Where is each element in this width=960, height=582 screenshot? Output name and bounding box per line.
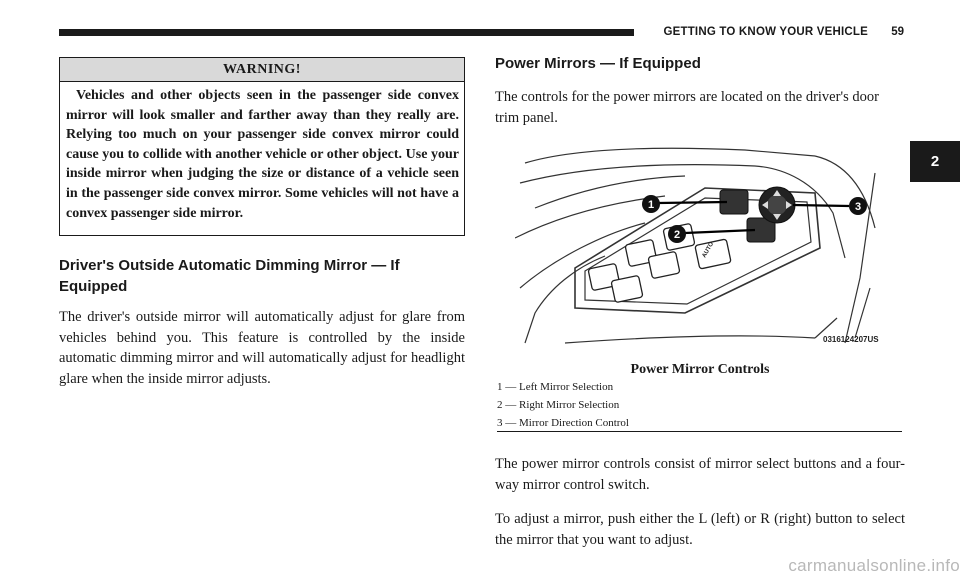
- callout-2-leader: [685, 230, 755, 233]
- panel-contour: [815, 156, 875, 228]
- dimming-mirror-heading: [59, 255, 459, 297]
- header-rule: [59, 29, 634, 36]
- warning-box: [59, 57, 465, 236]
- power-mirrors-intro: The controls for the power mirrors are located on the driver's door trim panel.: [495, 89, 879, 126]
- adjust-mirror-paragraph: To adjust a mirror, push either the L (left) or R (right) button to select the mirror that you want to adjust.: [495, 511, 905, 548]
- page-number: 59: [891, 26, 904, 38]
- callout-3-leader: [793, 205, 849, 206]
- chapter-tab: 2: [910, 141, 960, 182]
- callout-1-leader: [659, 202, 727, 203]
- callout-3-label: 3: [854, 201, 862, 213]
- dimming-mirror-heading-line2: Equipped: [59, 278, 128, 295]
- section-title: GETTING TO KNOW YOUR VEHICLE: [663, 26, 868, 38]
- warning-title: WARNING!: [60, 58, 464, 82]
- dimming-mirror-paragraph: The driver's outside mirror will automatically adjust for glare from vehicles behind you. This feature is controlled by the inside automatic dimming mirror and will automatically adjust for headlight glare when the inside mirror adjusts.: [59, 309, 465, 387]
- watermark: carmanualsonline.info: [788, 556, 960, 575]
- power-mirrors-heading: Power Mirrors — If Equipped: [495, 55, 701, 72]
- panel-contour: [855, 288, 870, 338]
- figure-legend: [497, 378, 902, 432]
- dimming-mirror-heading-line1: Driver's Outside Automatic Dimming Mirror — If: [59, 257, 400, 274]
- legend-item: 2 — Right Mirror Selection: [497, 399, 620, 411]
- panel-contour: [525, 148, 815, 163]
- panel-contour: [565, 336, 815, 343]
- door-panel-illustration: [515, 138, 885, 348]
- mirror-controls-paragraph: The power mirror controls consist of mirror select buttons and a four-way mirror control switch.: [495, 456, 905, 493]
- legend-item: 3 — Mirror Direction Control: [497, 417, 629, 429]
- legend-divider: [497, 431, 902, 432]
- callout-2-label: 2: [673, 229, 681, 241]
- mirror-direction-center: [767, 195, 787, 215]
- auto-label: AUTO: [701, 241, 716, 259]
- figure-code: 0316124207US: [823, 335, 879, 344]
- figure-caption: Power Mirror Controls: [630, 362, 770, 377]
- power-mirror-controls-figure: [515, 138, 885, 348]
- warning-body: Vehicles and other objects seen in the passenger side convex mirror will look smaller and farther away than they really are. Relying too much on your passenger side convex mirror could cause you to collide with another vehicle or other object. Use your inside mirror when judging the size or distance of a vehicle seen in the passenger side convex mirror. Some vehicles will not have a convex passenger side mirror.: [66, 88, 459, 221]
- callout-1-label: 1: [647, 199, 655, 211]
- legend-item: 1 — Left Mirror Selection: [497, 381, 614, 393]
